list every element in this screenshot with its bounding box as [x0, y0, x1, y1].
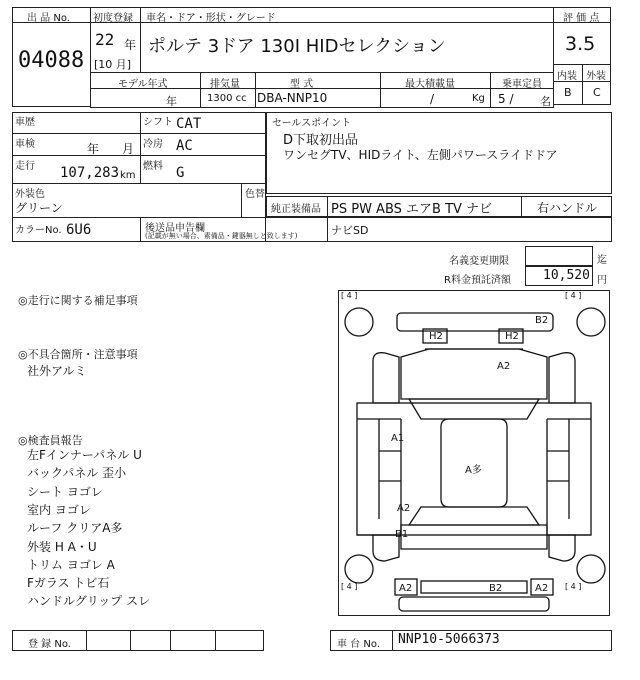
damage-mark: A1 — [391, 433, 405, 444]
damage-mark: B2 — [489, 583, 503, 594]
registration-month: [10 月] — [94, 58, 132, 71]
delivery-note: (記載が無い場合、素備品・鍵器無しと致します) — [145, 232, 298, 240]
color-number: 6U6 — [66, 222, 92, 238]
car-diagram — [338, 290, 610, 616]
exterior-grade: C — [593, 86, 601, 99]
mileage-unit: km — [120, 170, 136, 181]
inspector-item: ルーフ クリアA多 — [27, 521, 123, 535]
interior-grade: B — [564, 86, 572, 99]
inspection-label: 車検 — [15, 139, 35, 150]
grade-score: 3.5 — [565, 33, 596, 55]
exterior-color-label: 外装色 — [15, 189, 45, 200]
damage-mark: A2 — [397, 503, 411, 514]
fuel: G — [176, 165, 185, 181]
damage-mark: A2 — [399, 583, 413, 594]
interior-label: 内装 — [557, 71, 577, 82]
recycle-fee: 10,520 — [543, 268, 590, 283]
exterior-label: 外装 — [586, 71, 606, 82]
chassis-number-label: 車 台 No. — [337, 639, 380, 650]
damage-mark: B1 — [395, 529, 409, 540]
delivery-label: 後送品申告欄 — [145, 223, 205, 234]
displacement: 1300 cc — [207, 93, 247, 104]
model-year-label: モデル年式 — [118, 79, 168, 90]
model-type: DBA-NNP10 — [257, 91, 328, 105]
tire-tread-rear-left: [ 4 ] — [341, 582, 358, 591]
registration-year-unit: 年 — [124, 38, 137, 52]
mileage: 107,283 — [60, 165, 120, 181]
registration-number-label: 登 録 No. — [28, 639, 71, 650]
inspector-item: バックパネル 歪小 — [27, 466, 127, 480]
damage-mark: H2 — [505, 331, 519, 342]
history-label: 車歴 — [15, 117, 35, 128]
tire-tread-front-right: [ 4 ] — [565, 291, 582, 300]
registration-year: 22 — [95, 30, 115, 49]
chassis-number: NNP10-5066373 — [398, 632, 500, 647]
inspector-item: 外装 H A・U — [27, 540, 97, 554]
handle-side: 右ハンドル — [537, 201, 598, 215]
exterior-color: グリーン — [15, 201, 63, 215]
recycle-fee-label: R料金預託済額 — [444, 275, 511, 286]
sales-point-line-1: D下取初出品 — [283, 133, 359, 148]
delivery-items: ナビSD — [331, 224, 369, 237]
max-load-unit: Kg — [472, 93, 485, 104]
inspector-item: Fガラス トビ石 — [27, 576, 110, 590]
defect-item: 社外アルミ — [27, 364, 87, 378]
inspector-item: ハンドルグリップ スレ — [27, 594, 151, 608]
damage-mark: A2 — [535, 583, 549, 594]
damage-mark: A多 — [465, 465, 482, 476]
damage-mark: B2 — [535, 315, 549, 326]
tire-tread-rear-right: [ 4 ] — [565, 582, 582, 591]
inspector-item: 左Fインナーパネル U — [27, 448, 142, 462]
shift-label: シフト — [143, 117, 173, 128]
capacity-label: 乗車定員 — [502, 79, 542, 90]
inspection-month-unit: 月 — [122, 142, 135, 156]
car-name-label: 車名・ドア・形状・グレード — [146, 13, 276, 24]
tire-tread-front-left: [ 4 ] — [341, 291, 358, 300]
defects-title: ◎不具合箇所・注意事項 — [18, 348, 138, 361]
grade-label: 評 価 点 — [563, 13, 600, 24]
car-name: ポルテ 3ドア 130I HIDセレクション — [148, 36, 446, 57]
displacement-label: 排気量 — [210, 79, 240, 90]
fuel-label: 燃料 — [143, 161, 163, 172]
recolor-label: 色替 — [245, 189, 265, 200]
damage-mark: A2 — [497, 361, 511, 372]
inspector-item: シート ヨゴレ — [27, 485, 103, 499]
inspection-year-unit: 年 — [87, 142, 100, 156]
type-label: 型 式 — [290, 79, 314, 90]
lot-number-label: 出 品 No. — [27, 13, 70, 24]
color-number-label: カラーNo. — [15, 225, 62, 236]
max-load-separator: / — [430, 92, 435, 106]
capacity: 5 / — [498, 92, 514, 106]
shift: CAT — [176, 116, 202, 132]
name-change-label: 名義変更期限 — [449, 256, 509, 267]
inspector-item: トリム ヨゴレ A — [27, 558, 115, 572]
ac: AC — [176, 138, 193, 154]
equipment-label: 純正装備品 — [271, 204, 321, 215]
model-year-unit: 年 — [166, 95, 177, 108]
inspector-item: 室内 ヨゴレ — [27, 503, 91, 517]
driving-notes-title: ◎走行に関する補足事項 — [18, 294, 138, 307]
damage-mark: H2 — [429, 331, 443, 342]
name-change-unit: 迄 — [597, 255, 607, 266]
ac-label: 冷房 — [143, 139, 163, 150]
max-load-label: 最大積載量 — [405, 79, 455, 90]
sales-point-line-2: ワンセグTV、HIDライト、左側パワースライドドア — [283, 148, 558, 162]
recycle-fee-unit: 円 — [597, 275, 607, 286]
first-registration-label: 初度登録 — [93, 13, 133, 24]
capacity-unit: 名 — [540, 95, 551, 108]
sales-point-label: セールスポイント — [272, 118, 352, 129]
equipment: PS PW ABS エアB TV ナビ — [331, 202, 493, 217]
inspector-report-title: ◎検査員報告 — [18, 434, 83, 447]
name-change-value — [525, 246, 593, 266]
lot-number: 04088 — [18, 48, 85, 73]
mileage-label: 走行 — [15, 161, 35, 172]
